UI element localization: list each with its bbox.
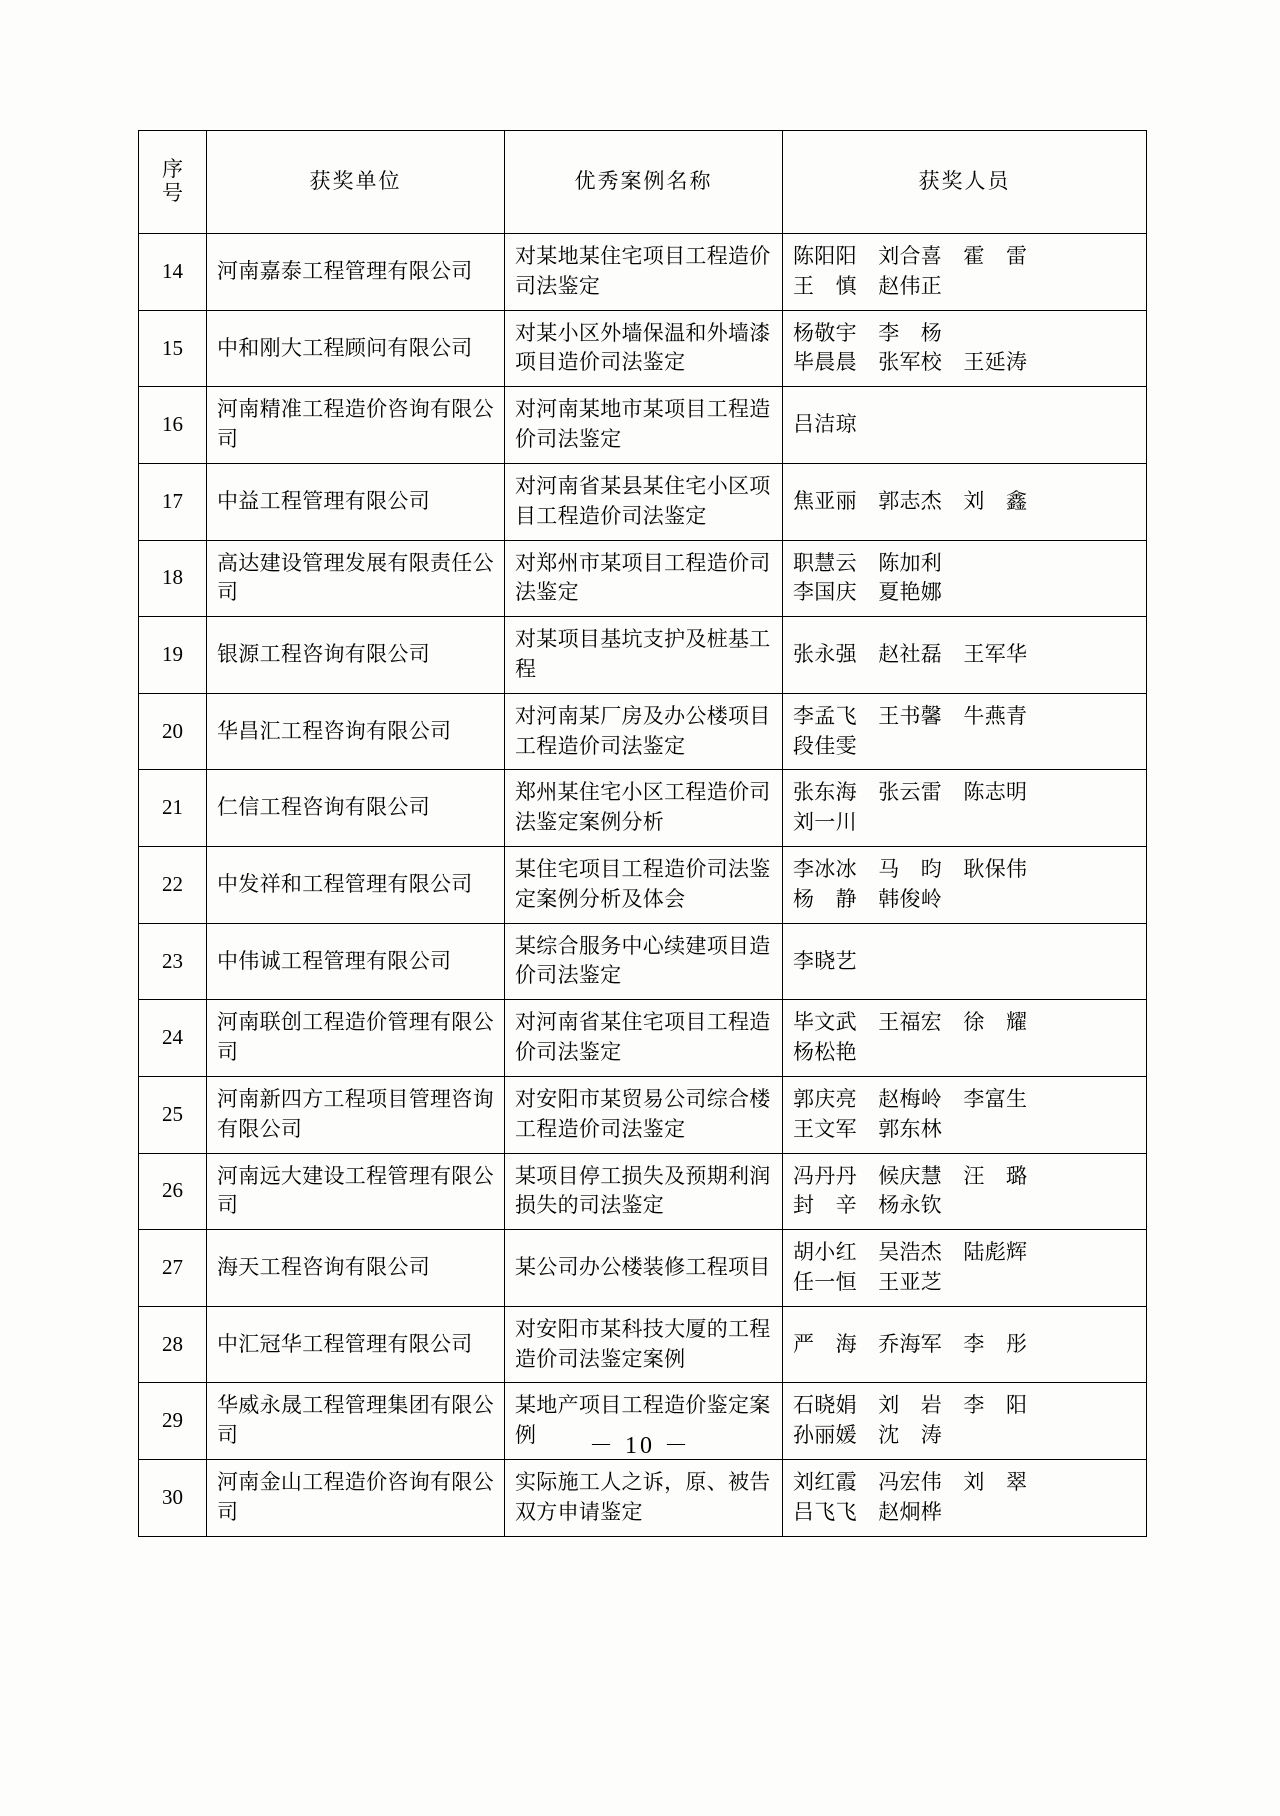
people-line: 王文军 郭东林 — [793, 1116, 943, 1141]
cell-case-name: 对郑州市某项目工程造价司法鉴定 — [505, 540, 783, 617]
cell-serial-number: 14 — [139, 234, 207, 311]
people-line: 郭庆亮 赵梅岭 李富生 — [793, 1086, 1028, 1111]
cell-award-unit: 仁信工程咨询有限公司 — [207, 770, 505, 847]
table-header-row — [139, 131, 1147, 234]
cell-award-unit: 河南远大建设工程管理有限公司 — [207, 1153, 505, 1230]
cell-serial-number: 30 — [139, 1460, 207, 1537]
cell-case-name: 某综合服务中心续建项目造价司法鉴定 — [505, 923, 783, 1000]
people-line: 陈阳阳 刘合喜 霍 雷 — [793, 244, 1028, 268]
cell-award-unit: 中益工程管理有限公司 — [207, 463, 505, 540]
table-row — [139, 234, 1147, 311]
people-line: 严 海 乔海军 李 彤 — [793, 1331, 1028, 1356]
cell-award-unit: 中汇冠华工程管理有限公司 — [207, 1306, 505, 1383]
cell-serial-number: 25 — [139, 1076, 207, 1153]
cell-serial-number: 21 — [139, 770, 207, 847]
people-line: 王 慎 赵伟正 — [793, 273, 943, 298]
table-row — [139, 617, 1147, 694]
people-line: 胡小红 吴浩杰 陆彪辉 — [793, 1240, 1028, 1265]
people-line: 李国庆 夏艳娜 — [793, 580, 943, 605]
cell-award-people — [783, 234, 1147, 311]
cell-serial-number: 22 — [139, 847, 207, 924]
table-row — [139, 847, 1147, 924]
table-row — [139, 1000, 1147, 1077]
table-row — [139, 770, 1147, 847]
cell-serial-number: 29 — [139, 1383, 207, 1460]
cell-case-name: 某住宅项目工程造价司法鉴定案例分析及体会 — [505, 847, 783, 924]
people-line: 杨敬宇 李 杨 — [793, 320, 943, 345]
cell-serial-number: 20 — [139, 693, 207, 770]
cell-award-people — [783, 1153, 1147, 1230]
cell-serial-number: 15 — [139, 310, 207, 387]
cell-award-unit: 河南联创工程造价管理有限公司 — [207, 1000, 505, 1077]
cell-award-people — [783, 770, 1147, 847]
people-line: 冯丹丹 候庆慧 汪 璐 — [793, 1163, 1028, 1188]
table-row — [139, 1460, 1147, 1537]
cell-case-name: 对安阳市某科技大厦的工程造价司法鉴定案例 — [505, 1306, 783, 1383]
cell-award-unit: 中和刚大工程顾问有限公司 — [207, 310, 505, 387]
cell-case-name: 对河南某厂房及办公楼项目工程造价司法鉴定 — [505, 693, 783, 770]
cell-award-people — [783, 540, 1147, 617]
cell-serial-number: 26 — [139, 1153, 207, 1230]
cell-serial-number: 27 — [139, 1230, 207, 1307]
cell-case-name: 郑州某住宅小区工程造价司法鉴定案例分析 — [505, 770, 783, 847]
header-cell-case: 优秀案例名称 — [505, 131, 783, 234]
table-row — [139, 463, 1147, 540]
people-line: 张东海 张云雷 陈志明 — [793, 780, 1028, 805]
header-cell-people: 获奖人员 — [783, 131, 1147, 234]
people-line: 任一恒 王亚芝 — [793, 1269, 943, 1294]
people-line: 杨 静 韩俊岭 — [793, 886, 943, 911]
cell-case-name: 对河南省某住宅项目工程造价司法鉴定 — [505, 1000, 783, 1077]
people-line: 毕晨晨 张军校 王延涛 — [793, 350, 1028, 375]
people-line: 李孟飞 王书馨 牛燕青 — [793, 703, 1028, 728]
table-row — [139, 693, 1147, 770]
table-row — [139, 310, 1147, 387]
cell-case-name: 对某小区外墙保温和外墙漆项目造价司法鉴定 — [505, 310, 783, 387]
cell-serial-number: 28 — [139, 1306, 207, 1383]
people-line: 刘红霞 冯宏伟 刘 翠 — [793, 1470, 1028, 1494]
people-line: 刘一川 — [793, 810, 857, 835]
cell-serial-number: 17 — [139, 463, 207, 540]
cell-award-unit: 中伟诚工程管理有限公司 — [207, 923, 505, 1000]
people-line: 封 辛 杨永钦 — [793, 1193, 943, 1218]
people-line: 吕飞飞 赵炯桦 — [793, 1499, 943, 1524]
people-line: 李冰冰 马 昀 耿保伟 — [793, 857, 1028, 881]
page-number: － 10 － — [589, 1433, 691, 1459]
cell-award-people — [783, 1230, 1147, 1307]
cell-award-people — [783, 693, 1147, 770]
cell-case-name: 某公司办公楼装修工程项目 — [505, 1230, 783, 1307]
people-line: 石晓娟 刘 岩 李 阳 — [793, 1393, 1028, 1418]
table-row — [139, 1230, 1147, 1307]
people-line: 段佳雯 — [793, 733, 857, 758]
cell-case-name: 对安阳市某贸易公司综合楼工程造价司法鉴定 — [505, 1076, 783, 1153]
award-table-container — [138, 130, 1146, 1537]
cell-award-people — [783, 617, 1147, 694]
cell-award-unit: 高达建设管理发展有限责任公司 — [207, 540, 505, 617]
cell-award-people — [783, 847, 1147, 924]
cell-award-people — [783, 1076, 1147, 1153]
cell-case-name: 对河南某地市某项目工程造价司法鉴定 — [505, 387, 783, 464]
cell-award-unit: 华威永晟工程管理集团有限公司 — [207, 1383, 505, 1460]
header-no-line2: 号 — [162, 181, 183, 205]
cell-award-unit: 中发祥和工程管理有限公司 — [207, 847, 505, 924]
people-line: 李晓艺 — [793, 948, 857, 973]
cell-case-name: 某项目停工损失及预期利润损失的司法鉴定 — [505, 1153, 783, 1230]
people-line: 吕洁琼 — [793, 412, 857, 437]
header-cell-no — [139, 131, 207, 234]
cell-award-unit: 河南嘉泰工程管理有限公司 — [207, 234, 505, 311]
cell-award-people — [783, 1306, 1147, 1383]
table-row — [139, 387, 1147, 464]
cell-award-people — [783, 1460, 1147, 1537]
cell-case-name: 某地产项目工程造价鉴定案例 — [505, 1383, 783, 1460]
cell-serial-number: 19 — [139, 617, 207, 694]
people-line: 焦亚丽 郭志杰 刘 鑫 — [793, 488, 1028, 513]
people-line: 职慧云 陈加利 — [793, 550, 943, 575]
cell-award-unit: 华昌汇工程咨询有限公司 — [207, 693, 505, 770]
people-line: 孙丽媛 沈 涛 — [793, 1423, 943, 1448]
award-table — [138, 130, 1147, 1537]
cell-award-unit: 河南精准工程造价咨询有限公司 — [207, 387, 505, 464]
cell-serial-number: 16 — [139, 387, 207, 464]
cell-award-unit: 海天工程咨询有限公司 — [207, 1230, 505, 1307]
cell-case-name: 对某项目基坑支护及桩基工程 — [505, 617, 783, 694]
cell-award-unit: 河南新四方工程项目管理咨询有限公司 — [207, 1076, 505, 1153]
table-row — [139, 1076, 1147, 1153]
table-row — [139, 1306, 1147, 1383]
cell-award-unit: 河南金山工程造价咨询有限公司 — [207, 1460, 505, 1537]
people-line: 张永强 赵社磊 王军华 — [793, 642, 1028, 667]
cell-award-people — [783, 387, 1147, 464]
cell-serial-number: 18 — [139, 540, 207, 617]
cell-serial-number: 24 — [139, 1000, 207, 1077]
table-row — [139, 1153, 1147, 1230]
cell-case-name: 对河南省某县某住宅小区项目工程造价司法鉴定 — [505, 463, 783, 540]
cell-award-unit: 银源工程咨询有限公司 — [207, 617, 505, 694]
cell-award-people — [783, 463, 1147, 540]
cell-award-people — [783, 923, 1147, 1000]
people-line: 杨松艳 — [793, 1040, 857, 1065]
cell-award-people — [783, 310, 1147, 387]
people-line: 毕文武 王福宏 徐 耀 — [793, 1010, 1028, 1035]
header-no-line1: 序 — [162, 157, 183, 182]
cell-serial-number: 23 — [139, 923, 207, 1000]
cell-case-name: 对某地某住宅项目工程造价司法鉴定 — [505, 234, 783, 311]
header-cell-unit: 获奖单位 — [207, 131, 505, 234]
cell-award-people — [783, 1000, 1147, 1077]
cell-case-name: 实际施工人之诉，原、被告双方申请鉴定 — [505, 1460, 783, 1537]
table-body — [139, 234, 1147, 1537]
table-row — [139, 540, 1147, 617]
table-row — [139, 923, 1147, 1000]
